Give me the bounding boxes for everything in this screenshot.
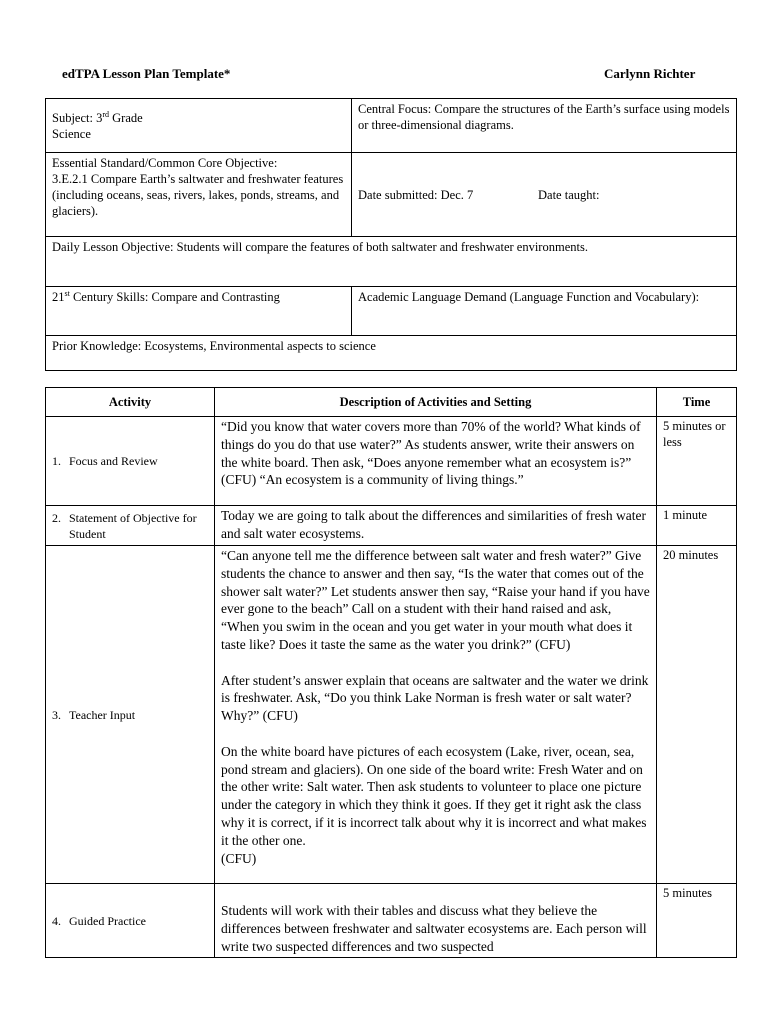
central-focus-cell: Central Focus: Compare the structures of the Earth’s surface using models or three-dimensional diagrams. [352,99,737,153]
time-header: Time [657,388,737,417]
table-row: 3. Teacher Input “Can anyone tell me the difference between salt water and fresh water?” Give students the chance to answer and then say, “Is the water that comes out of the shower salt water?” Let students answer then say, “Raise your hand if you have ever gone to the beach” Call on a student with their hand raised and ask, “When you swim in the ocean and you get water in your mouth what does it taste like? Does it taste the same as the water you drink?” (CFU) After student’s answer explain that oceans are saltwater and the water we drink is freshwater. Ask, “Do you think Lake Norman is fresh water or salt water? Why?” (CFU) On the white board have pictures of each ecosystem (Lake, river, ocean, sea, pond stream and glaciers). On one side of the board write: Fresh Water and on the other write: Salt water. Then ask students to volunteer to place one picture under the category in which they think it goes. If they get it right ask the class why it is correct, if it is incorrect talk about why it is incorrect and what makes it the other one. (CFU) 20 minutes [46,546,737,884]
prior-knowledge-cell: Prior Knowledge: Ecosystems, Environmental aspects to science [46,336,737,371]
academic-language-cell: Academic Language Demand (Language Function and Vocabulary): [352,287,737,336]
date-submitted: Date submitted: Dec. 7 [358,187,474,202]
daily-objective-cell: Daily Lesson Objective: Students will compare the features of both saltwater and freshwater environments. [46,237,737,287]
activity-description: Today we are going to talk about the differences and similarities of fresh water and salt water ecosystems. [221,508,647,541]
activity-time: 5 minutes [657,884,737,958]
activity-name: Teacher Input [69,707,136,722]
document-title: edTPA Lesson Plan Template* [62,66,231,81]
activity-time: 5 minutes or less [657,417,737,506]
activity-description: Students will work with their tables and discuss what they believe the differences between freshwater and saltwater ecosystems are. Each person will write two suspected differences and two suspected [221,903,647,954]
century-skills-cell: 21st Century Skills: Compare and Contrasting [46,287,352,336]
subject-label: Subject: 3 [52,110,103,125]
date-taught: Date taught: [538,187,600,202]
author-name: Carlynn Richter [604,66,696,81]
lesson-info-table [45,98,737,371]
table-row: 2. Statement of Objective for Student Today we are going to talk about the differences and similarities of fresh water and salt water ecosystems. 1 minute [46,506,737,546]
essential-standard-label: Essential Standard/Common Core Objective: [52,156,278,170]
description-header: Description of Activities and Setting [215,388,657,417]
activities-table [45,387,737,958]
activity-name: Focus and Review [69,454,158,468]
dates-cell [352,153,737,237]
activity-description: “Did you know that water covers more than 70% of the world? What kinds of things do you do that use water?” As students answer, write their answers on the white board. Then ask, “Does anyone remember what an ecosystem is?” (CFU) “An ecosystem is a community of living things.” [221,419,641,488]
activity-time: 1 minute [657,506,737,546]
activity-name: Guided Practice [69,913,146,928]
activity-description: After student’s answer explain that oceans are saltwater and the water we drink is freshwater. Ask, “Do you think Lake Norman is fresh water or salt water? Why?” (CFU) [221,672,649,724]
table-row: 1. Focus and Review “Did you know that water covers more than 70% of the world? What kinds of things do you do that use water?” As students answer, write their answers on the white board. Then ask, “Does anyone remember what an ecosystem is?” (CFU) “An ecosystem is a community of living things.” 5 minutes or less [46,417,737,506]
activity-description: On the white board have pictures of each ecosystem (Lake, river, ocean, sea, pond stream and glaciers). On one side of the board write: Fresh Water and on the other write: Salt water. Then ask students to volunteer to place one picture under the category in which they think it goes. If they get it right ask the class why it is correct, if it is incorrect talk about why it is incorrect and what makes it the other one. (CFU) [221,743,647,866]
essential-standard-cell [46,153,352,237]
table-row: 4. Guided Practice Students will work with their tables and discuss what they believe the differences between freshwater and saltwater ecosystems are. Each person will write two suspected differences and two suspected 5 minutes [46,884,737,958]
activity-header: Activity [46,388,215,417]
activity-description: “Can anyone tell me the difference between salt water and fresh water?” Give students the chance to answer and then say, “Is the water that comes out of the shower salt water?” Let students answer then say, “Raise your hand if you have ever gone to the beach” Call on a student with their hand raised and ask, “When you swim in the ocean and you get water in your mouth what does it taste like? Does it taste the same as the water you drink?” (CFU) [221,548,650,652]
subject-line2: Science [52,126,91,141]
essential-standard-text: 3.E.2.1 Compare Earth’s saltwater and freshwater features (including oceans, seas, rivers, lakes, ponds, streams, and glaciers). [52,172,344,218]
subject-cell: Subject: 3rd Grade Science [46,99,352,153]
activity-time: 20 minutes [657,546,737,884]
activity-name: Statement of Objective for Student [69,510,197,541]
